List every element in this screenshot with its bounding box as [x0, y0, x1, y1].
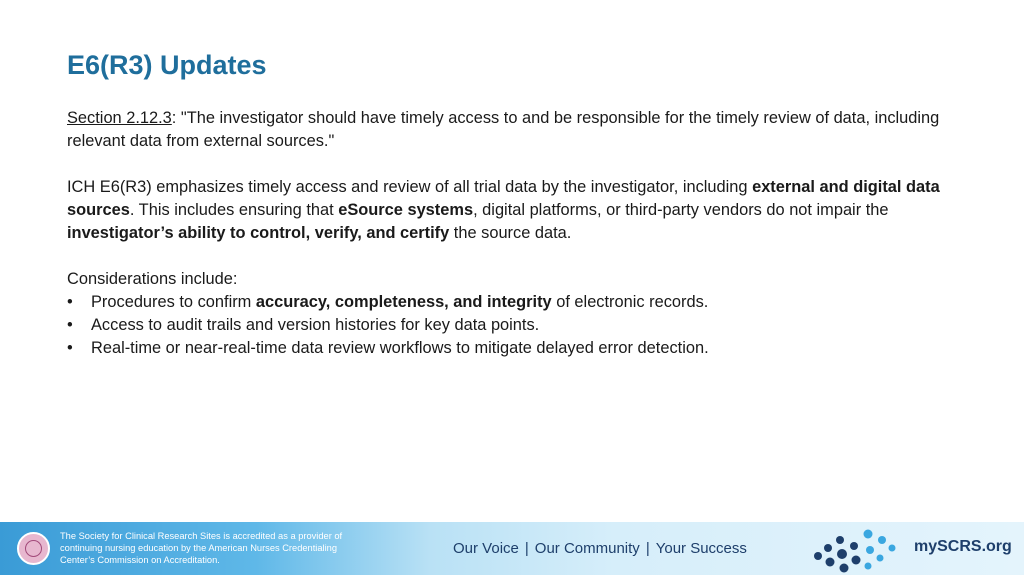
accreditation-line: Center’s Commission on Accreditation.	[60, 555, 220, 565]
bullet-icon: •	[67, 339, 73, 357]
accreditation-line: continuing nursing education by the American Nurses Credentialing	[60, 543, 338, 553]
bold-run: accuracy, completeness, and integrity	[255, 293, 552, 311]
section-quote-text: : "The investigator should have timely access to and be responsible for the timely review of data, including relevant data from external sources."	[67, 109, 940, 150]
text-run: . This includes ensuring that	[129, 201, 339, 219]
site-name: mySCRS.org	[914, 538, 1012, 555]
scrs-dots-logo-icon	[808, 526, 898, 574]
tagline-part: Our Voice	[453, 540, 519, 557]
bold-run: external and digital data sources	[67, 178, 940, 219]
list-item	[67, 337, 967, 360]
bullet-icon: •	[67, 293, 73, 311]
section-reference: Section 2.12.3	[67, 109, 172, 127]
tagline-separator: |	[645, 540, 650, 557]
text-run: Real-time or near-real-time data review workflows to mitigate delayed error detection.	[91, 339, 709, 357]
section-quote	[67, 107, 967, 153]
bullet-icon: •	[67, 316, 73, 334]
tagline-part: Your Success	[655, 540, 747, 557]
considerations-list	[67, 291, 967, 360]
tagline-separator: |	[524, 540, 529, 557]
text-run: of electronic records.	[551, 293, 709, 311]
considerations-heading: Considerations include:	[67, 270, 238, 288]
accreditation-seal-icon	[17, 532, 50, 565]
bold-run: eSource systems	[338, 201, 474, 219]
list-item	[67, 314, 967, 337]
text-run: , digital platforms, or third-party vendors do not impair the	[473, 201, 889, 219]
accreditation-statement	[60, 530, 400, 566]
slide-content	[67, 107, 967, 360]
footer-band	[0, 522, 1024, 575]
bold-run: investigator’s ability to control, verify, and certify	[67, 224, 450, 242]
text-run: the source data.	[449, 224, 572, 242]
list-item	[67, 291, 967, 314]
text-run: ICH E6(R3) emphasizes timely access and review of all trial data by the investigator, including	[67, 178, 753, 196]
emphasis-paragraph	[67, 176, 967, 245]
text-run: Access to audit trails and version histories for key data points.	[91, 316, 540, 334]
accreditation-line: The Society for Clinical Research Sites is accredited as a provider of	[60, 531, 343, 541]
text-run: Procedures to confirm	[91, 293, 256, 311]
tagline	[453, 540, 747, 557]
slide-title: E6(R3) Updates	[67, 50, 267, 80]
tagline-part: Our Community	[534, 540, 640, 557]
seal-ring	[25, 540, 42, 557]
